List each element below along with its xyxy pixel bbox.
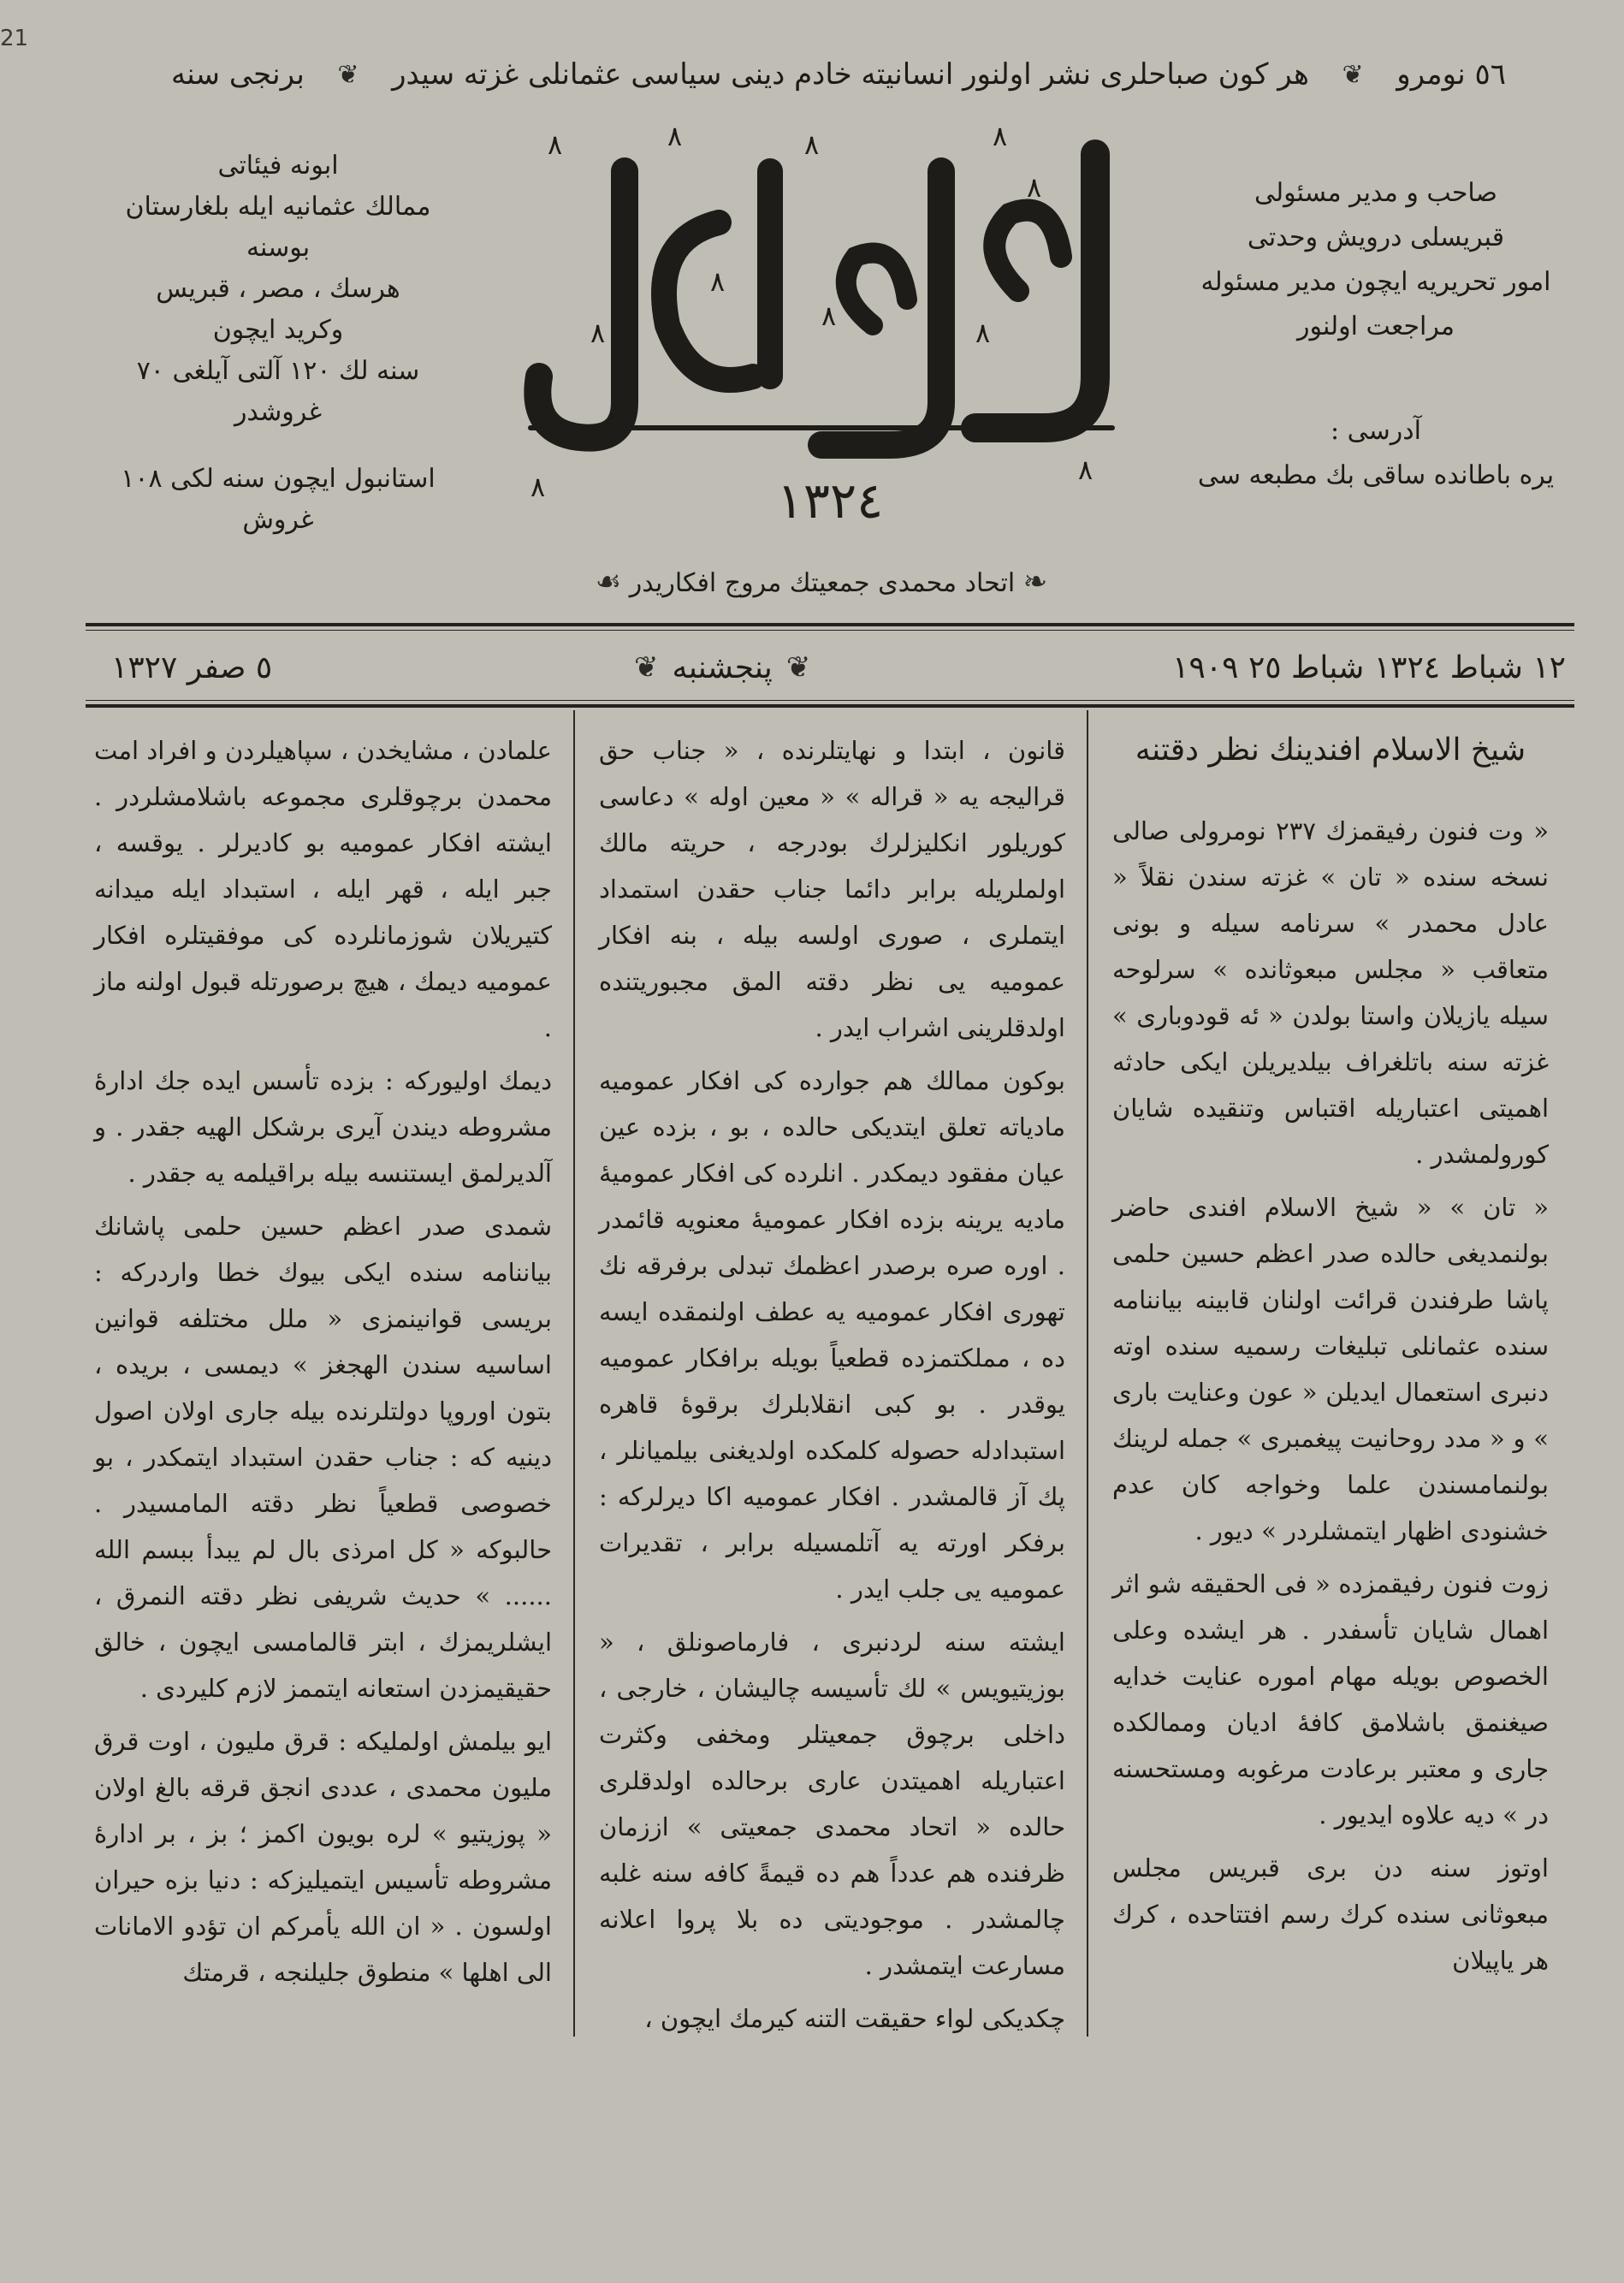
svg-text:٨: ٨ bbox=[710, 265, 726, 298]
paragraph: ایو بیلمش اولملیكه : قرق ملیون ، اوت قرق ملیون محمدی ، عددی انجق قرقه بالغ اولان « پوزیتیو » لره بویون اكمز ؛ بز ، بر ادارهٔ مشروطه تأسیس ایتمیلیزكه : دنیا بزه حیران اولسون . « ان الله یأمركم ان تؤدو الامانات الی اهلها » منطوق جلیلنجه ، قرمتك bbox=[94, 1727, 552, 1987]
ornament-icon: ❦ bbox=[785, 650, 811, 685]
masthead-year: ١٣٢٤ bbox=[776, 471, 884, 530]
dateline bbox=[111, 637, 1566, 697]
motto-text: اتحاد محمدی جمعیتك مروج افكاریدر bbox=[629, 568, 1016, 598]
issue-year: برنجی سنه bbox=[171, 57, 305, 92]
top-line bbox=[171, 44, 1506, 104]
ornament-icon: ☙ bbox=[595, 565, 622, 599]
editor-box bbox=[1171, 171, 1581, 498]
paragraph: « تان » « شیخ الاسلام افندی حاضر بولنمدیغی حالده صدر اعظم حسین حلمی پاشا طرفندن قرائت اولنان قابینه بیاننامه سنده عثمانلی تبلیغات رسمیه سنده اوته دنبری استعمال ایدیلن « عون وعنایت باری » و « مدد روحانیت پیغمبری » جمله لرینك بولنمامسندن علما وخواجه كان عدم خشنودی اظهار ایتمشلردر » دیور . bbox=[1112, 1193, 1549, 1545]
ornament-icon: ❦ bbox=[1342, 59, 1364, 90]
paragraph: بوكون ممالك هم جوارده كی افكار عمومیه مادیاته تعلق ایتدیكی حالده ، بو ، بزده عین عیان مفقود دیمكدر . انلرده كی افكار عمومیهٔ مادیه یرینه بزده افكار عمومیهٔ معنویه قائمدر . اوره صره برصدر اعظمك تبدلی برفرقه نك تهوری افكار عمومیه یه عطف اولنمقده ایسه ده ، مملكتمزده قطعیاً بویله برافكار عمومیه یوقدر . بو كبی انقلابلرك برقوهٔ قاهره استبدادله حصوله كلمكده اولدیغنی بیلمیانلر ، پك آز قالمشدر . افكار عمومیه اكا دیرلركه : برفكر اورته یه آتلمسیله برابر ، تقدیرات عمومیه یی جلب ایدر . bbox=[599, 1066, 1065, 1604]
subscription-line: غروش bbox=[242, 505, 314, 535]
svg-text:٨: ٨ bbox=[590, 317, 606, 349]
paragraph: ایشته سنه لردنبری ، فارماصونلق ، « بوزیتیویس » لك تأسیسه چالیشان ، خارجی ، داخلی برچوق جمعیتلر ومخفی وكثرت اعتباریله اهمیتدن عاری برحالده اولدقلری حالده « اتحاد محمدی جمعیتی » اززمان ظرفنده هم عدداً هم ده قیمةً كافه سنه غلبه چالمشدر . موجودیتی ده بلا پروا اعلانه مسارعت ایتمشدر . bbox=[599, 1628, 1065, 1980]
address-label: آدرسی : bbox=[1331, 416, 1421, 446]
motto bbox=[565, 565, 1078, 599]
weekday: پنجشنبه bbox=[672, 649, 773, 685]
ornament-icon: ❦ bbox=[337, 59, 359, 90]
masthead-calligraphy bbox=[496, 120, 1164, 548]
editor-line: صاحب و مدیر مسئولی bbox=[1254, 178, 1497, 208]
article-column-1 bbox=[1112, 727, 1549, 1990]
svg-text:٨: ٨ bbox=[1078, 454, 1094, 486]
subscription-line: استانبول ایچون سنه لكی ١٠٨ bbox=[121, 464, 436, 494]
tagline: هر كون صباحلری نشر اولنور انسانیته خادم دینی سیاسی عثمانلی غزته سیدر bbox=[392, 57, 1309, 92]
paragraph: شمدی صدر اعظم حسین حلمی پاشانك بیاننامه سنده ایكی بیوك خطا واردركه : بریسی قوانینمزی « ملل مختلفه قوانین اساسیه سندن الهجغز » دیمسی ، بریده ، بتون اوروپا دولتلرنده بیله جاری اولان اصول دینیه كه : جناب حقدن استبداد ایتمكدر ، بو خصوصی قطعیاً نظر دقته المامسیدر . حالبوكه « كل امرذی بال لم یبدأ ببسم الله ...... » حدیث شریفی نظر دقته النمرق ، ایشلریمزك ، ابتر قالمامسی ایچون ، خالق حقیقیمزدن استعانه ایتممز لازم كلیردی . bbox=[94, 1212, 552, 1703]
svg-text:٨: ٨ bbox=[1027, 171, 1042, 204]
article-column-3 bbox=[94, 727, 552, 2002]
subscription-line: ممالك عثمانیه ایله بلغارستان بوسنه bbox=[125, 192, 431, 263]
svg-text:٨: ٨ bbox=[804, 128, 820, 161]
masthead-logo bbox=[496, 120, 1164, 548]
subscription-title: ابونه فیئاتی bbox=[217, 151, 339, 181]
paragraph: دیمك اولیوركه : بزده تأسس ایده جك ادارهٔ مشروطه دیندن آیری برشكل الهیه جقدر . و آلدیرلمق ایستنسه بیله براقیلمه یه جقدر . bbox=[94, 1066, 552, 1188]
svg-text:٨: ٨ bbox=[530, 471, 546, 503]
dateline-rule bbox=[86, 704, 1574, 708]
subscription-line: سنه لك ١٢٠ آلتی آیلغی ٧٠ bbox=[136, 356, 420, 386]
subscription-line: وكرید ایچون bbox=[212, 315, 344, 345]
paragraph: « وت فنون رفیقمزك ٢٣٧ نومرولی صالی نسخه سنده « تان » غزته سندن نقلاً « عادل محمدر » سرنامه سیله و بونی متعاقب « مجلس مبعوثانده » سرلوحه سیله یازیلان واستا بولدن « ئه قودوباری » غزته سنه باتلغراف بیلدیریلن ایكی حادثه اهمیتی اعتباریله اقتباس وتنقیده شایان كورولمشدر . bbox=[1112, 816, 1549, 1169]
editor-line: امور تحریریه ایچون مدیر مسئوله bbox=[1200, 267, 1551, 297]
paragraph: چكدیكی لواء حقیقت التنه كیرمك ایچون ، bbox=[644, 2004, 1065, 2033]
column-divider bbox=[1087, 710, 1088, 2037]
header-rule bbox=[86, 630, 1574, 631]
hijri-date: ٥ صفر ١٣٢٧ bbox=[111, 649, 273, 685]
address: یره باطانده ساقی بك مطبعه سی bbox=[1197, 460, 1555, 490]
article-column-2 bbox=[599, 727, 1065, 2049]
divider bbox=[1171, 349, 1581, 409]
article-title: شیخ الاسلام افندینك نظر دقتنه bbox=[1135, 732, 1526, 768]
svg-text:٨: ٨ bbox=[975, 317, 991, 349]
ornament-icon: ❧ bbox=[1022, 565, 1048, 599]
paragraph: علمادن ، مشایخدن ، سپاهیلردن و افراد امت محمدن برچوقلری مجموعه باشلامشلردر . ایشته افكار عمومیه بو كادیرلر . یوقسه ، جبر ایله ، قهر ایله ، استبداد ایله میدانه كتیریلان شوزمانلرده كی موفقیتلره افكار عمومیه دیمك ، هیچ برصورتله قبول اولنه ماز . bbox=[94, 736, 552, 1042]
issue-number: ٥٦ نومرو bbox=[1396, 57, 1506, 92]
paragraph: قانون ، ابتدا و نهایتلرنده ، « جناب حق قرالیجه یه « قراله » « معین اوله » دعاسی كوریلور انكلیزلرك بودرجه ، حریته مالك اولملریله برابر دائما جناب حقدن استمداد ایتملری ، صوری اولسه بیله ، بنه افكار عمومیه یی نظر دقته المق مجبوریتنده اولدقلرینی اشراب ایدر . bbox=[599, 736, 1065, 1042]
svg-text:٨: ٨ bbox=[667, 120, 683, 152]
weekday-group bbox=[634, 650, 810, 685]
svg-text:٨: ٨ bbox=[993, 120, 1008, 152]
subscription-line: غروشدر bbox=[234, 397, 323, 427]
subscription-box bbox=[94, 145, 462, 541]
page-edge-number: 21 bbox=[0, 26, 29, 51]
subscription-line: هرسك ، مصر ، قبریس bbox=[156, 274, 400, 304]
ornament-icon: ❦ bbox=[634, 650, 659, 685]
svg-text:٨: ٨ bbox=[821, 299, 837, 332]
header-rule bbox=[86, 623, 1574, 626]
editor-line: قبریسلی درویش وحدتی bbox=[1247, 222, 1505, 252]
paragraph: اوتوز سنه دن بری قبریس مجلس مبعوثانی سنده كرك رسم افتتاحده ، كرك هر یاپیلان bbox=[1112, 1853, 1549, 1975]
svg-text:٨: ٨ bbox=[548, 128, 563, 161]
column-divider bbox=[573, 710, 575, 2037]
dateline-rule bbox=[86, 700, 1574, 701]
paragraph: زوت فنون رفیقمزده « فی الحقیقه شو اثر اهمال شایان تأسفدر . هر ایشده وعلی الخصوص بویله مهام اموره عنایت خدایه صیغنمق باشلامق كافهٔ ادیان وممالكده جاری و معتبر برعادت مرغوبه ومستحسنه در » دیه علاوه ایدیور . bbox=[1112, 1569, 1549, 1829]
rumi-gregorian-date: ١٢ شباط ١٣٢٤ شباط ٢٥ ١٩٠٩ bbox=[1172, 649, 1566, 685]
editor-line: مراجعت اولنور bbox=[1297, 311, 1455, 341]
